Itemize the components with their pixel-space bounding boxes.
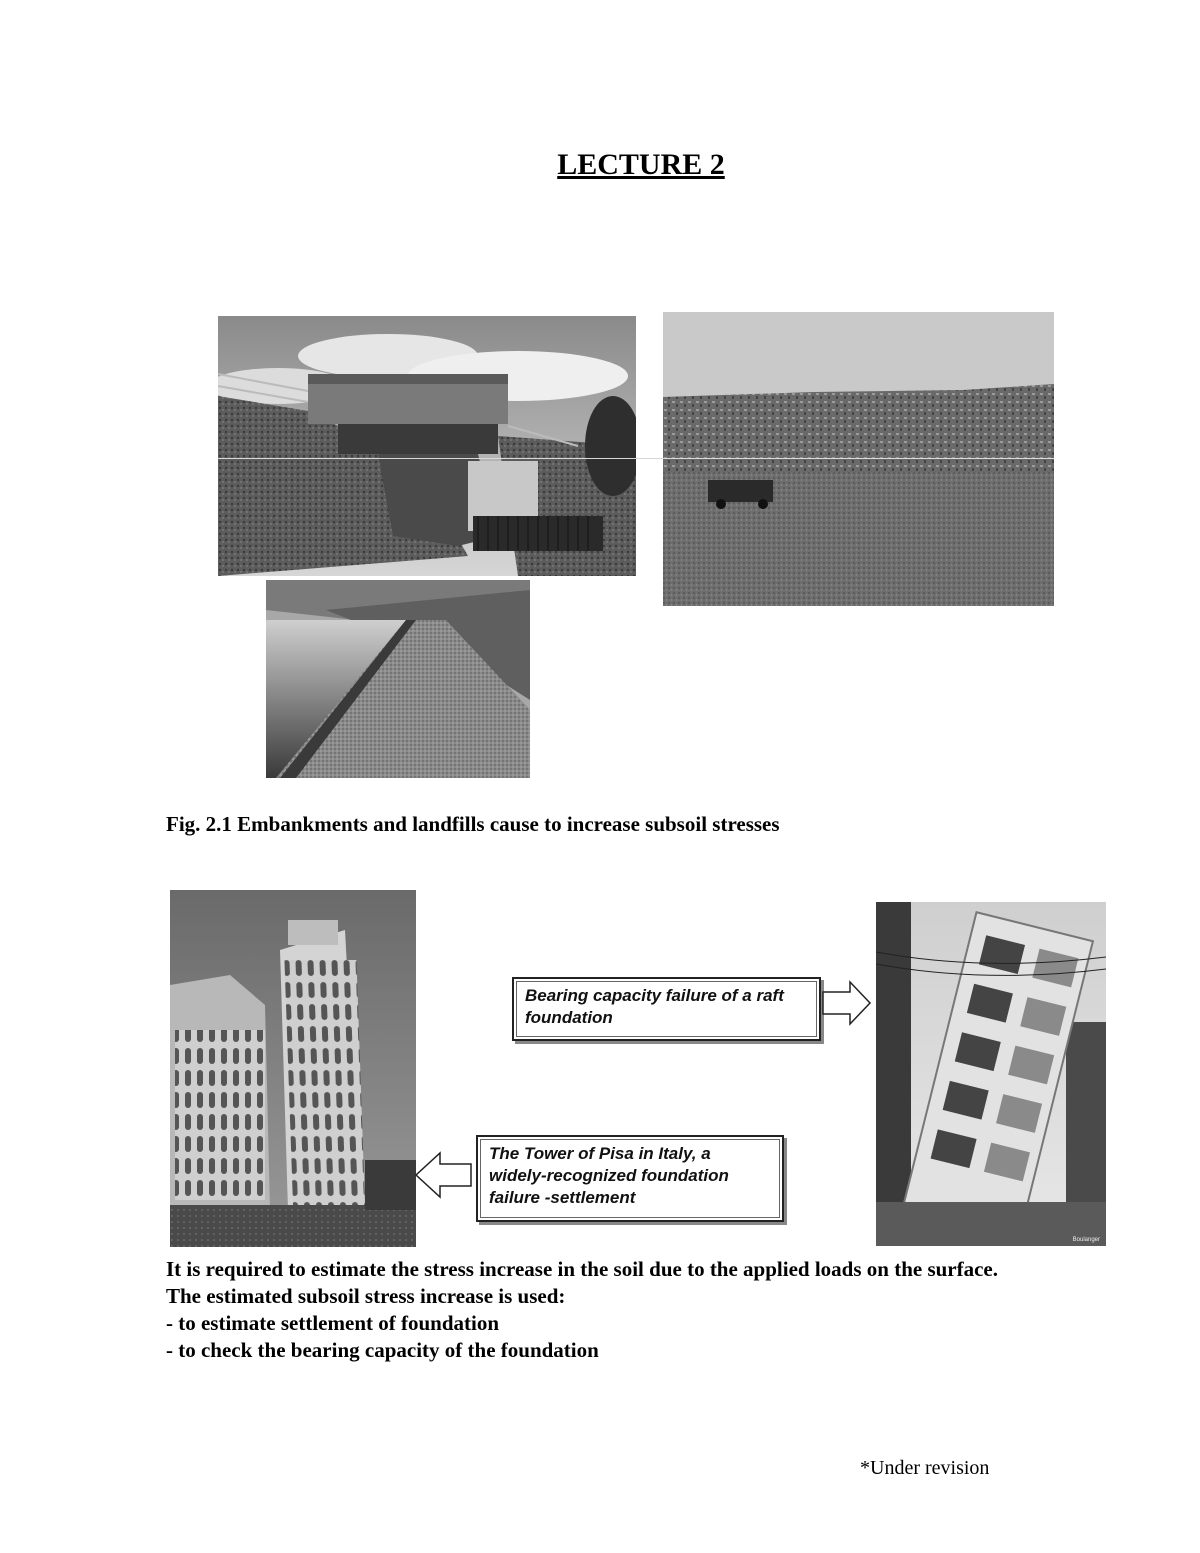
raft-failure-callout-text: Bearing capacity failure of a raft foundation bbox=[516, 981, 817, 1037]
left-arrow-icon bbox=[414, 1150, 472, 1200]
dam-embankment-photo bbox=[266, 580, 530, 778]
embankment-bridge-photo bbox=[218, 316, 636, 576]
landfill-photo bbox=[663, 312, 1054, 606]
figure-caption: Fig. 2.1 Embankments and landfills cause to increase subsoil stresses bbox=[166, 812, 780, 836]
revision-note: *Under revision bbox=[860, 1457, 990, 1479]
pisa-callout-text: The Tower of Pisa in Italy, a widely-recognized foundation failure -settlement bbox=[480, 1139, 780, 1218]
body-text bbox=[166, 1256, 1126, 1364]
tilted-building-photo bbox=[876, 902, 1106, 1246]
body-line: It is required to estimate the stress increase in the soil due to the applied loads on the surface. bbox=[166, 1257, 999, 1281]
tower-of-pisa-photo bbox=[170, 890, 416, 1247]
body-line: - to estimate settlement of foundation bbox=[166, 1311, 500, 1335]
scan-line bbox=[218, 458, 1054, 459]
photo-credit: Boulanger bbox=[1072, 1237, 1100, 1243]
page-title: LECTURE 2 bbox=[557, 148, 725, 181]
body-line: The estimated subsoil stress increase is used: bbox=[166, 1284, 566, 1308]
pisa-callout bbox=[476, 1135, 784, 1222]
right-arrow-icon bbox=[822, 980, 872, 1026]
raft-failure-callout bbox=[512, 977, 821, 1041]
body-line: - to check the bearing capacity of the foundation bbox=[166, 1338, 599, 1362]
